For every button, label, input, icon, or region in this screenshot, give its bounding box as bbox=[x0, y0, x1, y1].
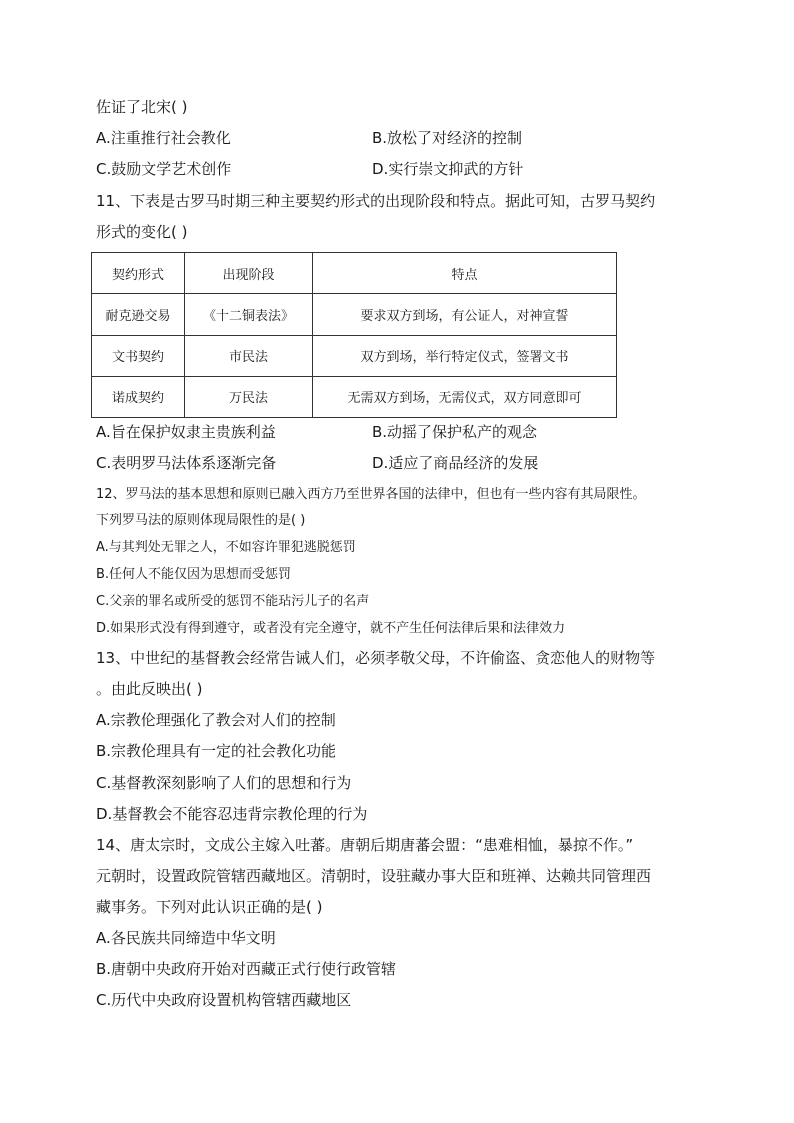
q14-stem-line3: 藏事务。下列对此认识正确的是( ) bbox=[96, 898, 323, 916]
table-header-cell: 出现阶段 bbox=[185, 253, 313, 294]
q13-option-c: C.基督教深刻影响了人们的思想和行为 bbox=[96, 774, 352, 792]
q10-option-b: B.放松了对经济的控制 bbox=[372, 129, 523, 147]
table-cell: 《十二铜表法》 bbox=[185, 294, 313, 335]
q12-option-b: B.任何人不能仅因为思想而受惩罚 bbox=[96, 567, 292, 582]
q10-option-d: D.实行崇文抑武的方针 bbox=[372, 160, 524, 178]
q12-option-d: D.如果形式没有得到遵守，或者没有完全遵守，就不产生任何法律后果和法律效力 bbox=[96, 621, 566, 636]
table-cell: 双方到场，举行特定仪式，签署文书 bbox=[313, 335, 617, 376]
q14-stem-line2: 元朝时，设置政院管辖西藏地区。清朝时，设驻藏办事大臣和班禅、达赖共同管理西 bbox=[96, 867, 652, 885]
q11-stem-line1: 11、下表是古罗马时期三种主要契约形式的出现阶段和特点。据此可知，古罗马契约 bbox=[96, 192, 656, 210]
q13-option-b: B.宗教伦理具有一定的社会教化功能 bbox=[96, 742, 337, 760]
table-row bbox=[92, 335, 617, 376]
table-cell: 市民法 bbox=[185, 335, 313, 376]
q10-option-a: A.注重推行社会教化 bbox=[96, 129, 231, 147]
q11-stem-line2: 形式的变化( ) bbox=[96, 223, 188, 241]
table-row bbox=[92, 294, 617, 335]
q11-option-a: A.旨在保护奴隶主贵族利益 bbox=[96, 423, 276, 441]
table-cell: 文书契约 bbox=[92, 335, 185, 376]
q13-stem-line1: 13、中世纪的基督教会经常告诫人们，必须孝敬父母，不许偷盗、贪恋他人的财物等 bbox=[96, 649, 656, 667]
q11-option-d: D.适应了商品经济的发展 bbox=[372, 454, 539, 472]
q13-option-d: D.基督教会不能容忍违背宗教伦理的行为 bbox=[96, 805, 368, 823]
table-cell: 无需双方到场，无需仪式，双方同意即可 bbox=[313, 376, 617, 417]
table-cell: 诺成契约 bbox=[92, 376, 185, 417]
q12-stem-line2: 下列罗马法的原则体现局限性的是( ) bbox=[96, 513, 306, 528]
table-cell: 耐克逊交易 bbox=[92, 294, 185, 335]
q11-option-c: C.表明罗马法体系逐渐完备 bbox=[96, 454, 277, 472]
table-header-cell: 契约形式 bbox=[92, 253, 185, 294]
contract-table bbox=[91, 252, 617, 418]
q10-stem-tail: 佐证了北宋( ) bbox=[96, 98, 188, 116]
q14-option-a: A.各民族共同缔造中华文明 bbox=[96, 929, 276, 947]
q11-option-b: B.动摇了保护私产的观念 bbox=[372, 423, 538, 441]
q12-option-a: A.与其判处无罪之人，不如容许罪犯逃脱惩罚 bbox=[96, 540, 356, 555]
table-row bbox=[92, 376, 617, 417]
q14-stem-line1: 14、唐太宗时，文成公主嫁入吐蕃。唐朝后期唐蕃会盟：“患难相恤，暴掠不作。” bbox=[96, 836, 634, 854]
table-cell: 万民法 bbox=[185, 376, 313, 417]
q12-option-c: C.父亲的罪名或所受的惩罚不能玷污儿子的名声 bbox=[96, 594, 370, 609]
q10-option-c: C.鼓励文学艺术创作 bbox=[96, 160, 232, 178]
q13-option-a: A.宗教伦理强化了教会对人们的控制 bbox=[96, 711, 336, 729]
q12-stem-line1: 12、罗马法的基本思想和原则已融入西方乃至世界各国的法律中，但也有一些内容有其局限性。 bbox=[96, 487, 646, 502]
q14-option-c: C.历代中央政府设置机构管辖西藏地区 bbox=[96, 991, 352, 1009]
q14-option-b: B.唐朝中央政府开始对西藏正式行使行政管辖 bbox=[96, 960, 397, 978]
table-cell: 要求双方到场，有公证人，对神宣誓 bbox=[313, 294, 617, 335]
table-header-cell: 特点 bbox=[313, 253, 617, 294]
table-header-row bbox=[92, 253, 617, 294]
q13-stem-line2: 。由此反映出( ) bbox=[96, 680, 203, 698]
